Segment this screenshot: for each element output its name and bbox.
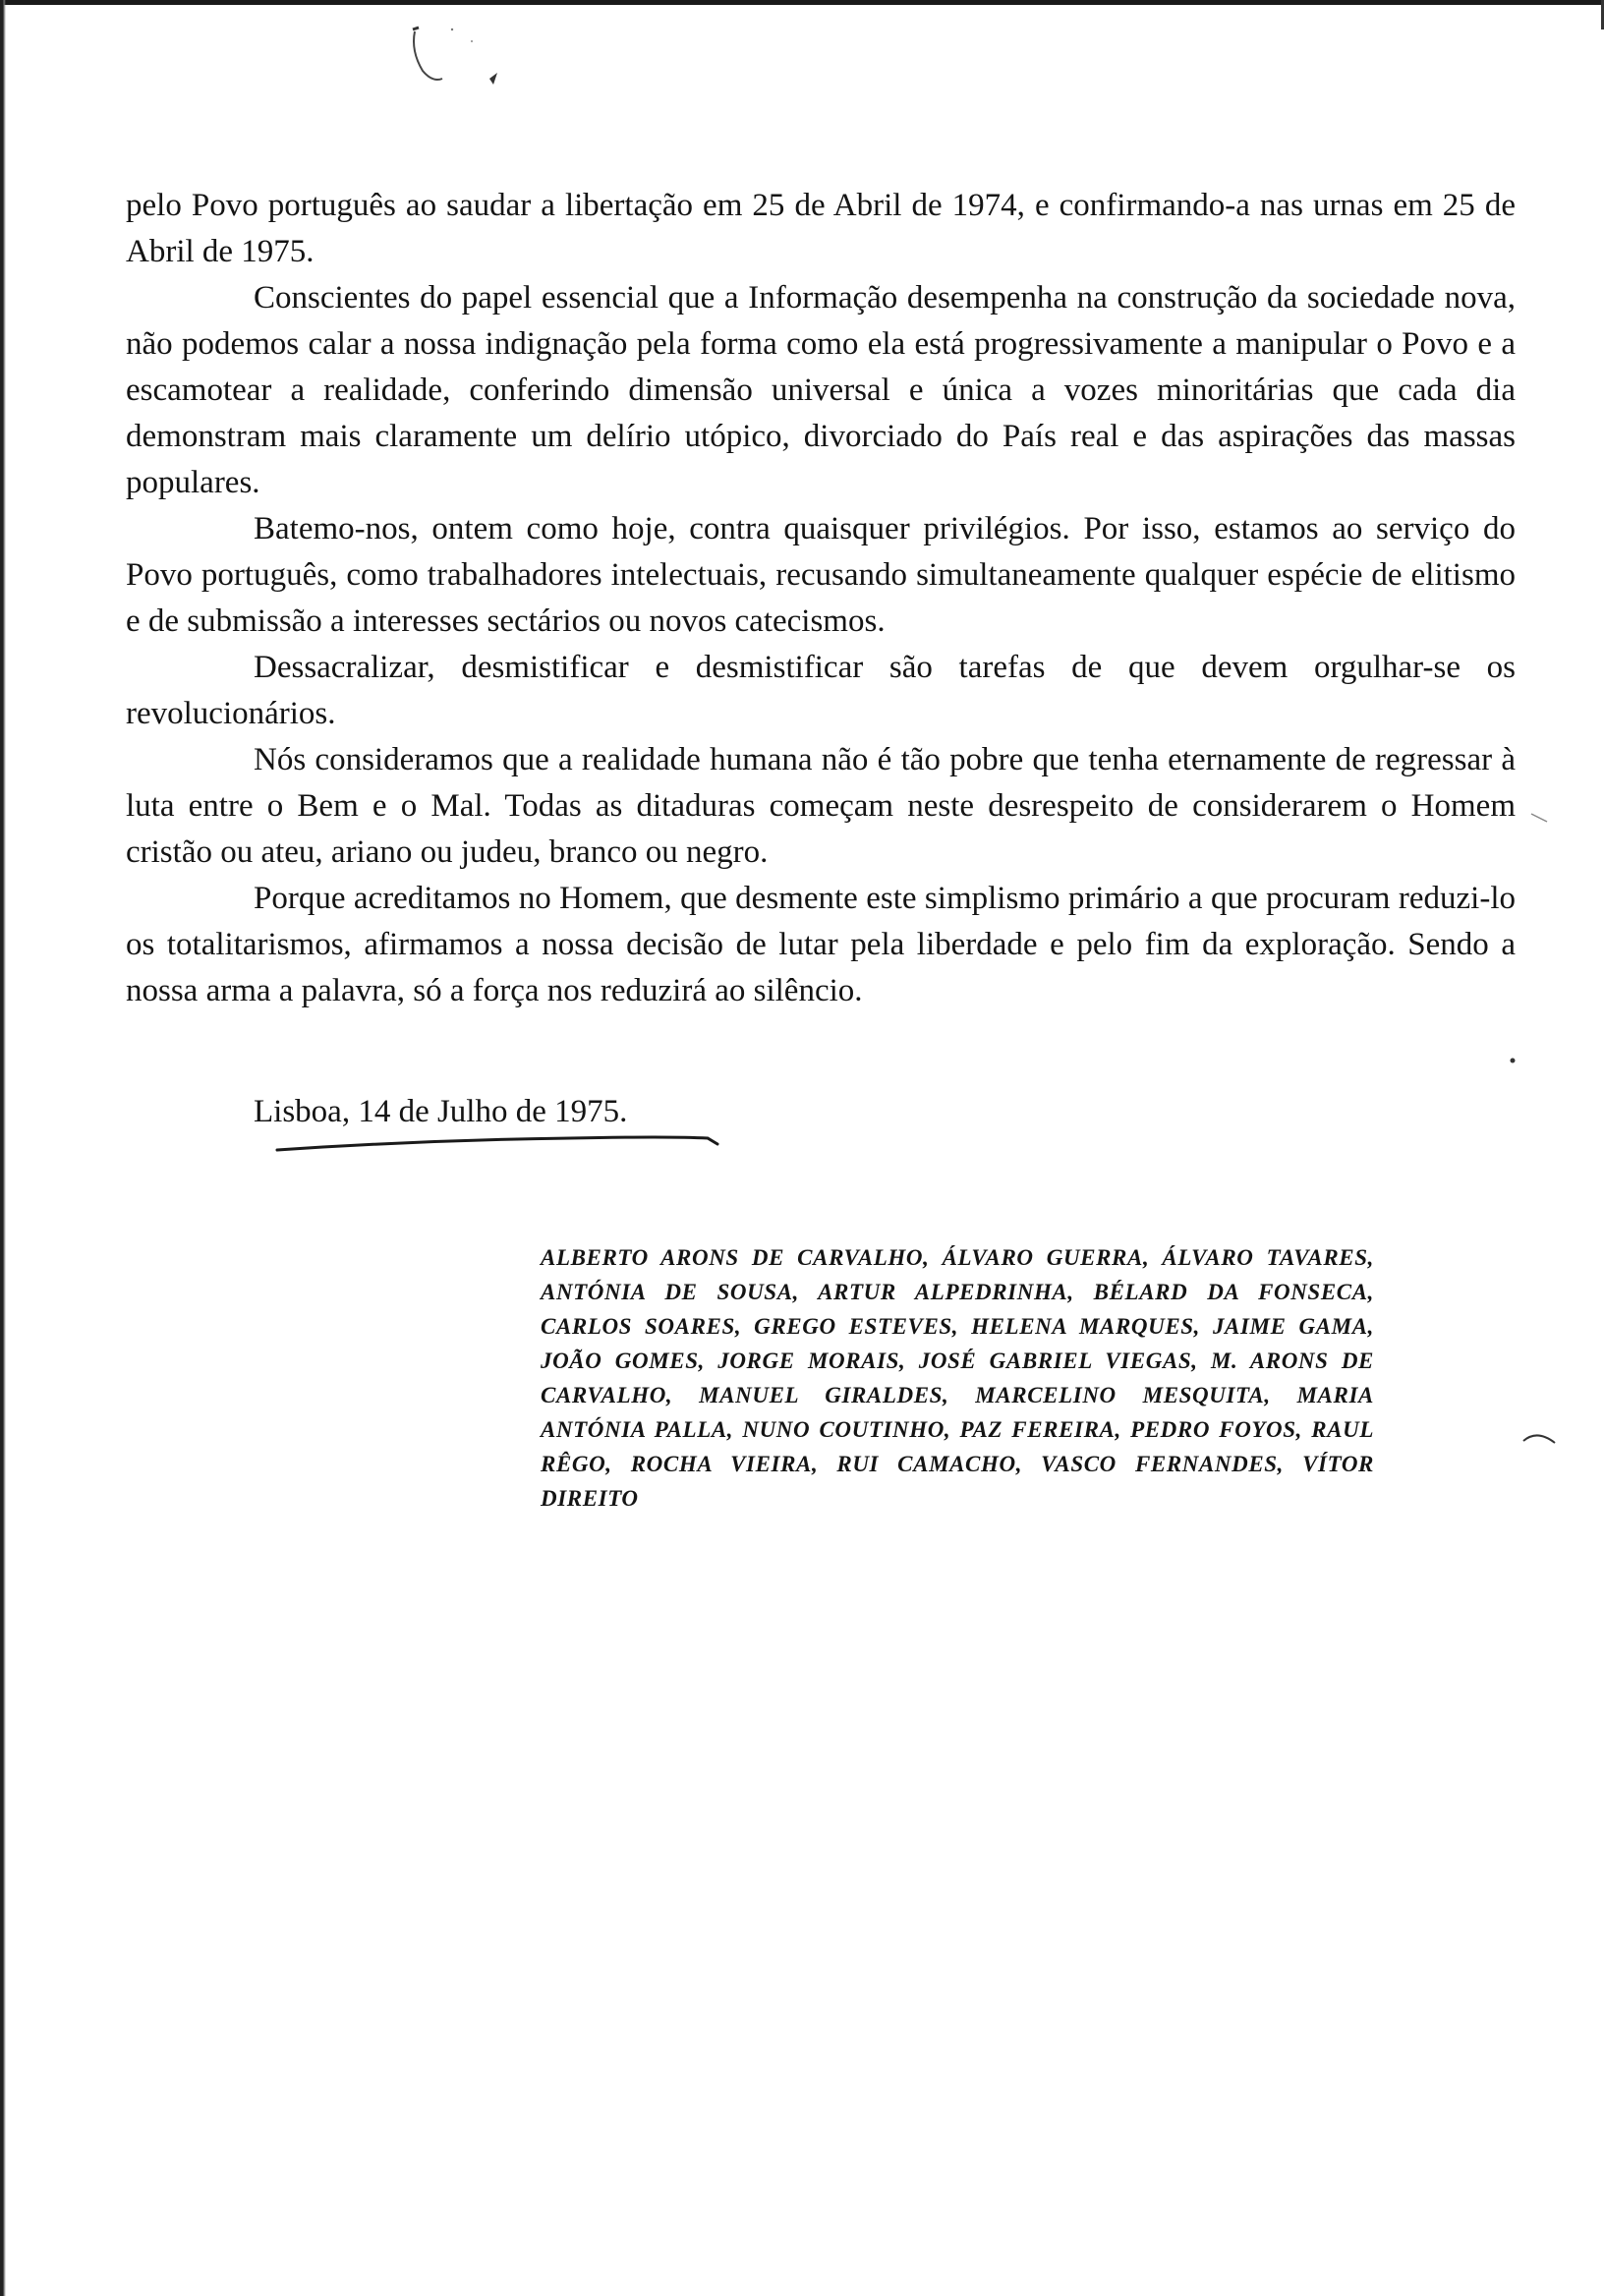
paragraph-3: Batemo-nos, ontem como hoje, contra quaisquer privilégios. Por isso, estamos ao serviço do Povo português, como trabalhadores intelectuais, recusando simultaneamente qualquer espécie de elitismo e de submissão a interesses sectários ou novos catecismos. (126, 511, 1516, 639)
paragraph-6: Porque acreditamos no Homem, que desmente este simplismo primário a que procuram reduzi-lo os totalitarismos, afirmamos a nossa decisão de lutar pela liberdade e pelo fim da exploração. Sendo a nossa arma a palavra, só a força nos reduzirá ao silêncio. (126, 881, 1516, 1008)
letter-body (126, 183, 1516, 1014)
margin-mark-2 (1529, 810, 1553, 826)
scan-edge-top (0, 0, 1604, 5)
margin-dot (1508, 1056, 1518, 1065)
handwritten-underline (275, 1128, 727, 1158)
paragraph-1: pelo Povo português ao saudar a libertação em 25 de Abril de 1974, e confirmando-a nas urnas em 25 de Abril de 1975. (126, 188, 1516, 269)
dateline: Lisboa, 14 de Julho de 1975. (254, 1094, 628, 1129)
signatories-list: ALBERTO ARONS DE CARVALHO, ÁLVARO GUERRA, ÁLVARO TAVARES, ANTÓNIA DE SOUSA, ARTUR ALPEDRINHA, BÉLARD DA FONSECA, CARLOS SOARES, GREGO ESTEVES, HELENA MARQUES, JAIME GAMA, JOÃO GOMES, JORGE MORAIS, JOSÉ GABRIEL VIEGAS, M. ARONS DE CARVALHO, MANUEL GIRALDES, MARCELINO MESQUITA, MARIA ANTÓNIA PALLA, NUNO COUTINHO, PAZ FEREIRA, PEDRO FOYOS, RAUL RÊGO, ROCHA VIEIRA, RUI CAMACHO, VASCO FERNANDES, VÍTOR DIREITO (541, 1245, 1374, 1511)
scan-smudge-mark (403, 22, 511, 90)
margin-mark (1521, 1427, 1557, 1447)
scan-edge-left (0, 0, 6, 2296)
paragraph-2: Conscientes do papel essencial que a Informação desempenha na construção da sociedade nova, não podemos calar a nossa indignação pela forma como ela está progressivamente a manipular o Povo e a escamotear a realidade, conferindo dimensão universal e única a vozes minoritárias que cada dia demonstram mais claramente um delírio utópico, divorciado do País real e das aspirações das massas populares. (126, 280, 1516, 500)
paragraph-5: Nós consideramos que a realidade humana não é tão pobre que tenha eternamente de regressar à luta entre o Bem e o Mal. Todas as ditaduras começam neste desrespeito de considerarem o Homem cristão ou ateu, ariano ou judeu, branco ou negro. (126, 742, 1516, 870)
paragraph-4: Dessacralizar, desmistificar e desmistificar são tarefas de que devem orgulhar-se os revolucionários. (126, 650, 1516, 731)
